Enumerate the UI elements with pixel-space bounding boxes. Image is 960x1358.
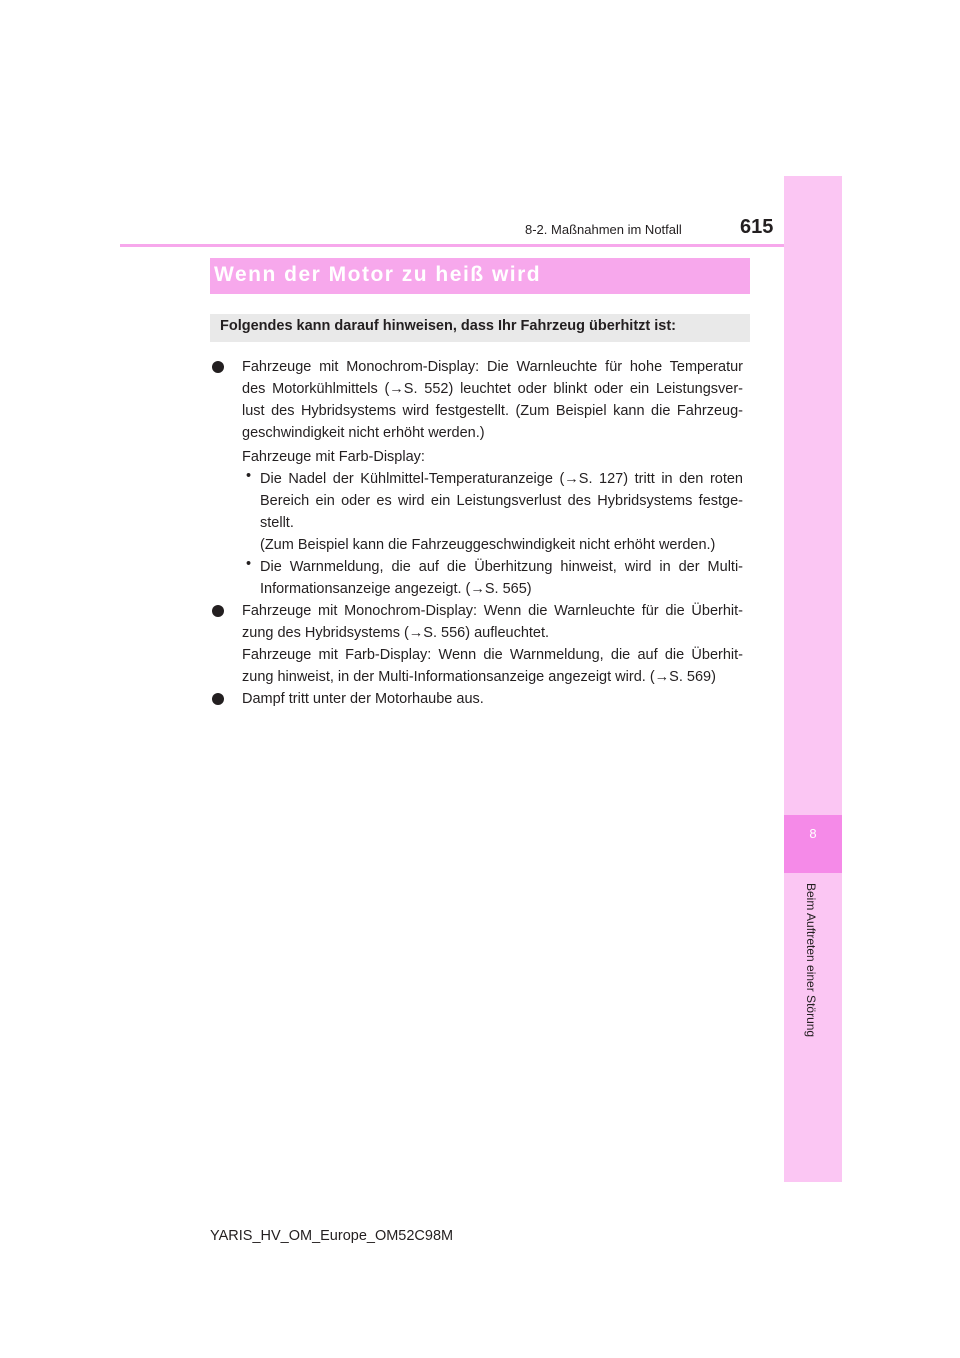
bullet-point <box>212 605 224 617</box>
sub-bullet-1-line: (Zum Beispiel kann die Fahrzeuggeschwindigkeit nicht erhöht werden.) <box>260 537 716 553</box>
sub-bullet-2-text <box>260 556 743 600</box>
bullet-2-line: zung des Hybridsystems (→S. 556) aufleuchtet. <box>242 625 550 641</box>
page-number: 615 <box>740 216 774 238</box>
chapter-title: Beim Auftreten einer Störung <box>804 883 818 1038</box>
bullet-2-line: Fahrzeuge mit Monochrom-Display: Wenn die Warnleuchte für die Überhit- <box>242 603 743 619</box>
bullet-2-text <box>242 600 743 688</box>
header-rule <box>120 244 840 247</box>
intro-text: Folgendes kann darauf hinweisen, dass Ihr Fahrzeug überhitzt ist: <box>220 318 677 334</box>
bullet-1-line: lust des Hybridsystems wird festgestellt. (Zum Beispiel kann die Fahrzeug- <box>242 403 743 419</box>
bullet-1-line: Fahrzeuge mit Monochrom-Display: Die Warnleuchte für hohe Temperatur <box>242 359 743 375</box>
chapter-number: 8 <box>809 826 817 841</box>
bullet-1-line: des Motorkühlmittels (→S. 552) leuchtet oder blinkt oder ein Leistungsver- <box>242 381 743 397</box>
bullet-2-line: Fahrzeuge mit Farb-Display: Wenn die Warnmeldung, die auf die Überhit- <box>242 647 743 663</box>
sub-bullet-1-line: Die Nadel der Kühlmittel-Temperaturanzeige (→S. 127) tritt in den roten <box>260 471 743 487</box>
page-title: Wenn der Motor zu heiß wird <box>214 263 542 286</box>
bullet-1-text <box>242 356 743 444</box>
bullet-3-line: Dampf tritt unter der Motorhaube aus. <box>242 691 484 707</box>
bullet-point <box>212 693 224 705</box>
sub-bullet-1-text <box>260 468 743 556</box>
footer-document-id: YARIS_HV_OM_Europe_OM52C98M <box>210 1228 454 1244</box>
color-display-heading: Fahrzeuge mit Farb-Display: <box>242 449 425 465</box>
section-header: 8-2. Maßnahmen im Notfall <box>525 222 682 237</box>
bullet-2-line: zung hinweist, in der Multi-Informationsanzeige angezeigt wird. (→S. 569) <box>242 669 716 685</box>
chapter-block <box>784 815 842 873</box>
sub-bullet-2-line: Die Warnmeldung, die auf die Überhitzung hinweist, wird in der Multi- <box>260 559 743 575</box>
sub-bullet-dot: • <box>246 556 252 572</box>
sub-bullet-1-line: stellt. <box>260 515 294 531</box>
bullet-1-line: geschwindigkeit nicht erhöht werden.) <box>242 425 485 441</box>
bullet-3-text <box>242 688 484 710</box>
sub-bullet-2-line: Informationsanzeige angezeigt. (→S. 565) <box>260 581 532 597</box>
sub-bullet-dot: • <box>246 468 252 484</box>
bullet-point <box>212 361 224 373</box>
sub-bullet-1-line: Bereich ein oder es wird ein Leistungsverlust des Hybridsystems festge- <box>260 493 743 509</box>
